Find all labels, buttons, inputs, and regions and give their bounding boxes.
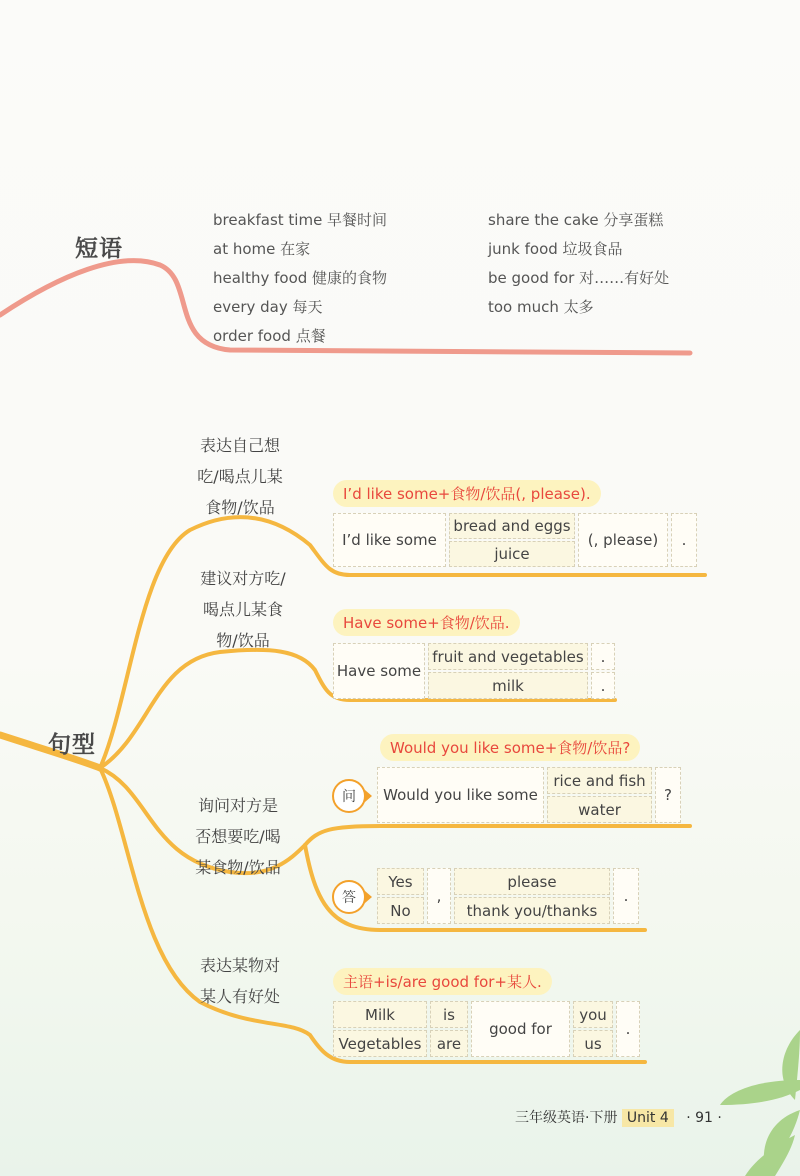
- g3-question-option: water: [547, 796, 652, 823]
- g1-lead-box: I’d like some: [333, 513, 446, 567]
- g1-end-box: .: [671, 513, 697, 567]
- g4-middle-box: good for: [471, 1001, 570, 1057]
- g3-answer-option: please: [454, 868, 610, 895]
- g2-lead-box: Have some: [333, 643, 425, 699]
- phrases-heading: 短语: [75, 236, 123, 262]
- g1-pattern: I’d like some+食物/饮品(, please).: [333, 480, 601, 507]
- phrase-item: too much 太多: [488, 298, 594, 316]
- g3-pattern: Would you like some+食物/饮品?: [380, 734, 640, 761]
- g4-verb-option: are: [430, 1030, 468, 1057]
- g3-answer-option: No: [377, 897, 424, 924]
- unit-label: Unit 4: [622, 1109, 674, 1127]
- g3-category-label: 询问对方是 否想要吃/喝 某食物/饮品: [195, 796, 281, 877]
- phrase-item: junk food 垃圾食品: [488, 240, 623, 258]
- g3-question-option: rice and fish: [547, 767, 652, 794]
- phrase-item: at home 在家: [213, 240, 311, 258]
- g4-category-label: 表达某物对 某人有好处: [199, 956, 280, 1006]
- g4-object-option: you: [573, 1001, 613, 1028]
- g3-answer-comma: ,: [427, 868, 451, 924]
- phrase-item: every day 每天: [213, 298, 323, 316]
- phrase-item: be good for 对……有好处: [488, 269, 670, 287]
- g1-category-label: 表达自己想 吃/喝点儿某 食物/饮品: [197, 436, 283, 517]
- g2-category-label: 建议对方吃/ 喝点儿某食 物/饮品: [200, 569, 286, 650]
- g4-end-box: .: [616, 1001, 640, 1057]
- phrase-item: share the cake 分享蛋糕: [488, 211, 664, 229]
- g4-pattern: 主语+is/are good for+某人.: [333, 968, 552, 995]
- footer: [515, 1107, 722, 1127]
- sentences-heading: 句型: [48, 732, 96, 758]
- g4-verb-option: is: [430, 1001, 468, 1028]
- phrase-item: breakfast time 早餐时间: [213, 211, 388, 229]
- g2-pattern: Have some+食物/饮品.: [333, 609, 520, 636]
- book-title: 三年级英语·下册: [515, 1110, 618, 1126]
- g2-end-box: .: [591, 643, 615, 670]
- g2-option: milk: [428, 672, 588, 699]
- answer-tag: 答: [332, 880, 366, 914]
- g2-option: fruit and vegetables: [428, 643, 588, 670]
- g1-option: juice: [449, 541, 575, 567]
- g3-question-lead: Would you like some: [377, 767, 544, 823]
- g4-subject-option: Milk: [333, 1001, 427, 1028]
- page-number: · 91 ·: [686, 1110, 722, 1126]
- g3-answer-end: .: [613, 868, 639, 924]
- g1-option: bread and eggs: [449, 513, 575, 539]
- g4-object-option: us: [573, 1030, 613, 1057]
- g2-end-box: .: [591, 672, 615, 699]
- g4-subject-option: Vegetables: [333, 1030, 427, 1057]
- g3-answer-option: thank you/thanks: [454, 897, 610, 924]
- phrase-item: healthy food 健康的食物: [213, 269, 388, 287]
- leaves-decoration: [700, 1010, 800, 1176]
- g3-answer-option: Yes: [377, 868, 424, 895]
- phrase-item: order food 点餐: [213, 327, 326, 345]
- phrase-list-right: [488, 209, 669, 325]
- phrase-list-left: [213, 209, 387, 354]
- g3-question-end: ?: [655, 767, 681, 823]
- g1-tail-box: (, please): [578, 513, 668, 567]
- question-tag: 问: [332, 779, 366, 813]
